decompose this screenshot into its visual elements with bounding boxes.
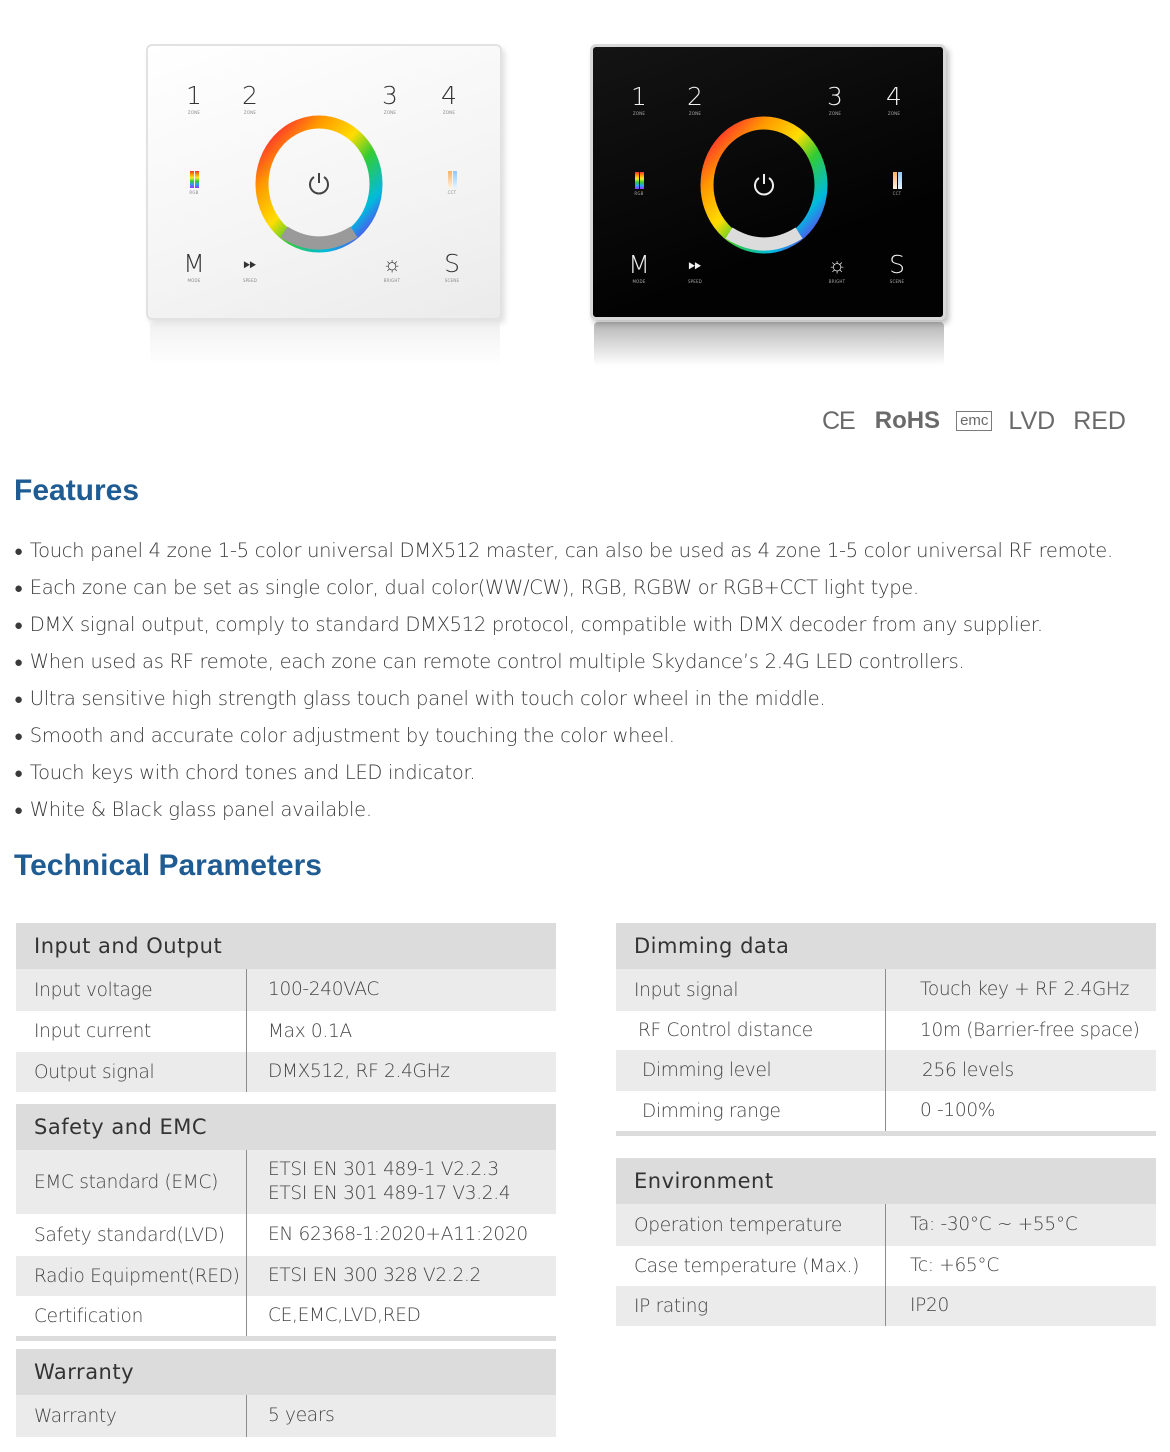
zone-1-key: 1 ZONE — [186, 81, 202, 115]
speed-key: ⏩︎ SPEED — [230, 250, 270, 284]
zone-2-key: 2 ZONE — [242, 81, 258, 115]
fast-forward-icon: ⏩︎ — [243, 254, 257, 274]
mode-key: M MODE — [628, 250, 650, 284]
feature-item: ● Ultra sensitive high strength glass touch panel with touch color wheel in the middle. — [14, 680, 1164, 717]
table-row — [16, 1395, 556, 1437]
environment-header: Environment — [616, 1158, 1156, 1204]
zone-4-key: 4 ZONE — [886, 82, 902, 116]
table-row — [616, 1204, 1156, 1246]
column-divider — [246, 969, 247, 1092]
rgb-bars-icon — [174, 171, 214, 188]
cct-bars-icon — [432, 171, 472, 188]
features-list — [14, 532, 1164, 828]
technical-parameters-heading: Technical Parameters — [14, 849, 322, 882]
row-value: Ta: -30°C ~ +55°C — [910, 1214, 1078, 1235]
column-divider — [885, 969, 886, 1131]
zone-4-key: 4 ZONE — [441, 81, 457, 115]
table-bottom-bar — [616, 1131, 1156, 1136]
feature-item: ● Smooth and accurate color adjustment by touching the color wheel. — [14, 717, 1164, 754]
row-value: IP20 — [910, 1295, 949, 1316]
table-row — [16, 1296, 556, 1336]
rgb-key: RGB — [174, 171, 214, 196]
row-value: CE,EMC,LVD,RED — [268, 1305, 421, 1326]
column-divider — [885, 1204, 886, 1326]
mode-key: M MODE — [183, 249, 205, 283]
row-label: Radio Equipment(RED) — [34, 1265, 240, 1287]
input-output-header: Input and Output — [16, 923, 556, 969]
feature-item: ● White & Black glass panel available. — [14, 791, 1164, 828]
rgb-key: RGB — [619, 172, 659, 197]
ce-mark: CE — [822, 406, 855, 435]
brightness-key: ☼ BRIGHT — [372, 250, 412, 284]
table-row — [616, 1050, 1156, 1091]
row-label: Input signal — [634, 979, 739, 1001]
table-row — [616, 1246, 1156, 1286]
features-heading: Features — [14, 474, 140, 507]
row-label: Certification — [34, 1305, 143, 1327]
row-label: Warranty — [34, 1405, 117, 1427]
power-icon — [751, 171, 777, 199]
black-touch-panel — [590, 44, 946, 320]
cct-key: CCT — [432, 171, 472, 196]
white-touch-panel — [146, 44, 502, 320]
row-label: Operation temperature — [634, 1214, 842, 1236]
cct-key: CCT — [877, 172, 917, 197]
cct-bars-icon — [877, 172, 917, 189]
fast-forward-icon: ⏩︎ — [688, 255, 702, 275]
emc-mark: emc — [956, 411, 992, 431]
zone-3-key: 3 ZONE — [382, 81, 398, 115]
row-label: Dimming level — [642, 1060, 772, 1081]
safety-emc-header: Safety and EMC — [16, 1104, 556, 1150]
zone-3-key: 3 ZONE — [827, 82, 843, 116]
rgb-bars-icon — [619, 172, 659, 189]
column-divider — [246, 1150, 247, 1336]
table-bottom-bar — [16, 1336, 556, 1341]
row-label: Case temperature (Max.) — [634, 1255, 859, 1277]
row-value: 0 -100% — [920, 1100, 996, 1121]
power-icon — [306, 170, 332, 198]
row-value: 256 levels — [922, 1059, 1014, 1081]
sun-icon: ☼ — [827, 253, 847, 277]
row-value: 5 years — [268, 1405, 335, 1426]
row-label: RF Control distance — [638, 1020, 813, 1041]
table-row — [16, 1256, 556, 1296]
column-divider — [246, 1395, 247, 1437]
table-row — [616, 1011, 1156, 1050]
sun-icon: ☼ — [382, 252, 402, 276]
row-value: 10m (Barrier-free space) — [920, 1019, 1140, 1041]
feature-item: ● Touch keys with chord tones and LED indicator. — [14, 754, 1164, 791]
row-value — [268, 1150, 510, 1214]
zone-1-key: 1 ZONE — [631, 82, 647, 116]
row-value: Touch key + RF 2.4GHz — [920, 979, 1130, 1000]
feature-item: ● Each zone can be set as single color, dual color(WW/CW), RGB, RGBW or RGB+CCT light type. — [14, 569, 1164, 606]
color-wheel — [254, 114, 384, 254]
speed-key: ⏩︎ SPEED — [675, 251, 715, 285]
white-panel-reflection — [150, 322, 500, 366]
red-mark: RED — [1073, 406, 1126, 435]
table-row — [616, 1286, 1156, 1326]
row-label: IP rating — [634, 1295, 708, 1317]
table-row — [616, 1091, 1156, 1131]
zone-2-key: 2 ZONE — [687, 82, 703, 116]
row-value-line: ETSI EN 301 489-1 V2.2.3 — [268, 1159, 499, 1180]
row-value: DMX512, RF 2.4GHz — [268, 1061, 450, 1082]
row-value: EN 62368-1:2020+A11:2020 — [268, 1224, 528, 1245]
row-label: Input current — [34, 1021, 151, 1042]
scene-key: S SCENE — [889, 250, 905, 284]
row-value: Max 0.1A — [268, 1020, 352, 1042]
row-value: 100-240VAC — [268, 979, 380, 1000]
row-value: ETSI EN 300 328 V2.2.2 — [268, 1265, 481, 1286]
table-row — [16, 1052, 556, 1092]
table-row — [616, 969, 1156, 1011]
table-row — [16, 1214, 556, 1256]
row-value-line: ETSI EN 301 489-17 V3.2.4 — [268, 1183, 511, 1204]
table-row — [16, 1150, 556, 1214]
color-wheel — [699, 115, 829, 255]
table-row — [16, 969, 556, 1011]
rohs-mark: RoHS — [874, 407, 941, 434]
brightness-key: ☼ BRIGHT — [817, 251, 857, 285]
row-label: Output signal — [34, 1061, 155, 1083]
warranty-header: Warranty — [16, 1349, 556, 1395]
row-label: Dimming range — [642, 1100, 781, 1122]
row-label: Safety standard(LVD) — [34, 1224, 225, 1246]
row-label: EMC standard (EMC) — [34, 1171, 218, 1193]
table-row — [16, 1011, 556, 1052]
feature-item: ● When used as RF remote, each zone can remote control multiple Skydance’s 2.4G LED controllers. — [14, 643, 1164, 680]
black-panel-reflection — [594, 322, 944, 366]
row-value: Tc: +65°C — [910, 1255, 999, 1276]
lvd-mark: LVD — [1008, 406, 1056, 435]
feature-item: ● DMX signal output, comply to standard DMX512 protocol, compatible with DMX decoder from any supplier. — [14, 606, 1164, 643]
feature-item: ● Touch panel 4 zone 1-5 color universal DMX512 master, can also be used as 4 zone 1-5 color universal RF remote. — [14, 532, 1164, 569]
dimming-data-header: Dimming data — [616, 923, 1156, 969]
scene-key: S SCENE — [444, 249, 460, 283]
certification-logos — [822, 404, 1126, 438]
row-label: Input voltage — [34, 979, 153, 1001]
